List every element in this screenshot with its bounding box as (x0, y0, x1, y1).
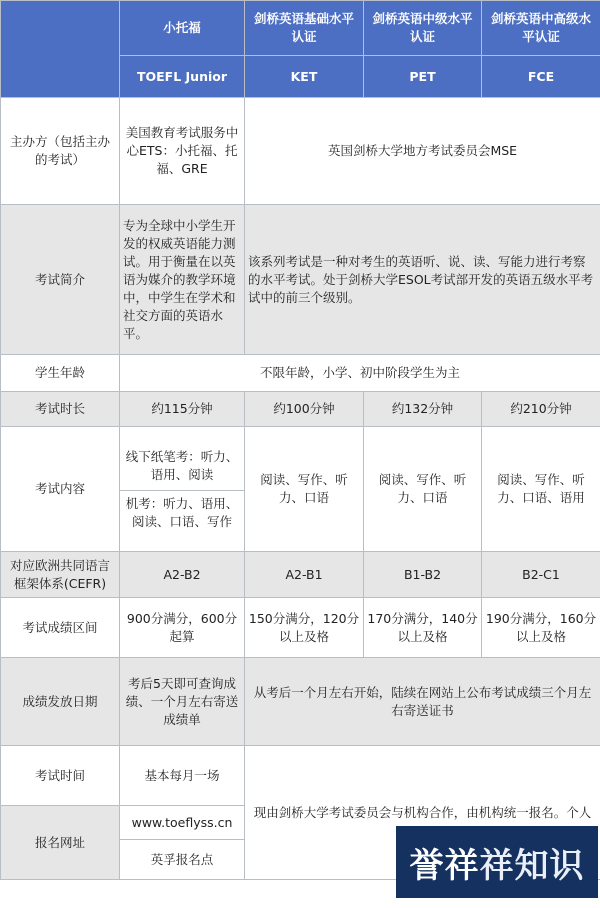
cefr-fce: B2-C1 (482, 552, 600, 598)
cefr-toefl: A2-B2 (120, 552, 245, 598)
content-pet: 阅读、写作、听力、口语 (364, 427, 482, 552)
intro-cambridge: 该系列考试是一种对考生的英语听、说、读、写能力进行考察的水平考试。处于剑桥大学ESOL考试部开发的英语五级水平考试中的前三个级别。 (245, 205, 600, 355)
duration-pet: 约132分钟 (364, 392, 482, 427)
organizer-label: 主办方（包括主办的考试） (1, 98, 120, 205)
header-fce-cn: 剑桥英语中高级水平认证 (482, 1, 600, 56)
watermark-logo (396, 826, 598, 898)
score-fce: 190分满分，160分以上及格 (482, 598, 600, 658)
content-ket: 阅读、写作、听力、口语 (245, 427, 364, 552)
score-label: 考试成绩区间 (1, 598, 120, 658)
score-ket: 150分满分，120分以上及格 (245, 598, 364, 658)
duration-toefl: 约115分钟 (120, 392, 245, 427)
exam-time-label: 考试时间 (1, 746, 120, 806)
cefr-ket: A2-B1 (245, 552, 364, 598)
duration-label: 考试时长 (1, 392, 120, 427)
content-label: 考试内容 (1, 427, 120, 552)
score-toefl: 900分满分，600分起算 (120, 598, 245, 658)
release-cambridge: 从考后一个月左右开始，陆续在网站上公布考试成绩三个月左右寄送证书 (245, 658, 600, 746)
content-divider (120, 490, 244, 491)
release-label: 成绩发放日期 (1, 658, 120, 746)
header-corner (1, 1, 120, 98)
header-ket: KET (245, 56, 364, 98)
header-ket-cn: 剑桥英语基础水平认证 (245, 1, 364, 56)
age-label: 学生年龄 (1, 355, 120, 392)
exam-time-toefl: 基本每月一场 (120, 746, 245, 806)
score-pet: 170分满分，140分以上及格 (364, 598, 482, 658)
content-fce: 阅读、写作、听力、口语、语用 (482, 427, 600, 552)
intro-toefl: 专为全球中小学生开发的权威英语能力测试。用于衡量在以英语为媒介的教学环境中，中学生在学术和社交方面的英语水平。 (120, 205, 245, 355)
watermark-text-b: 祥知识 (479, 845, 585, 886)
content-toefl-computer: 机考：听力、语用、阅读、口语、写作 (125, 495, 239, 529)
header-fce: FCE (482, 56, 600, 98)
header-toefl-junior-cn: 小托福 (120, 1, 245, 56)
header-toefl-junior: TOEFL Junior (120, 56, 245, 98)
organizer-toefl: 美国教育考试服务中心ETS：小托福、托福、GRE (120, 98, 245, 205)
signup-label: 报名网址 (1, 806, 120, 880)
signup-cambridge-text: 现由剑桥大学考试委员会与机构合作，由机构统一报名。个人 (253, 804, 592, 820)
age-value: 不限年龄，小学、初中阶段学生为主 (120, 355, 600, 392)
duration-fce: 约210分钟 (482, 392, 600, 427)
signup-toefl-site[interactable]: www.toeflyss.cn (120, 806, 245, 840)
header-pet: PET (364, 56, 482, 98)
content-toefl-paper: 线下纸笔考：听力、语用、阅读 (125, 448, 239, 482)
release-toefl: 考后5天即可查询成绩、一个月左右寄送成绩单 (120, 658, 245, 746)
intro-label: 考试简介 (1, 205, 120, 355)
content-toefl (120, 427, 245, 552)
signup-toefl-place: 英孚报名点 (120, 840, 245, 880)
duration-ket: 约100分钟 (245, 392, 364, 427)
organizer-cambridge: 英国剑桥大学地方考试委员会MSE (245, 98, 600, 205)
cefr-label: 对应欧洲共同语言框架体系(CEFR) (1, 552, 120, 598)
header-pet-cn: 剑桥英语中级水平认证 (364, 1, 482, 56)
watermark-text-a: 誉祥 (409, 845, 480, 886)
cefr-pet: B1-B2 (364, 552, 482, 598)
